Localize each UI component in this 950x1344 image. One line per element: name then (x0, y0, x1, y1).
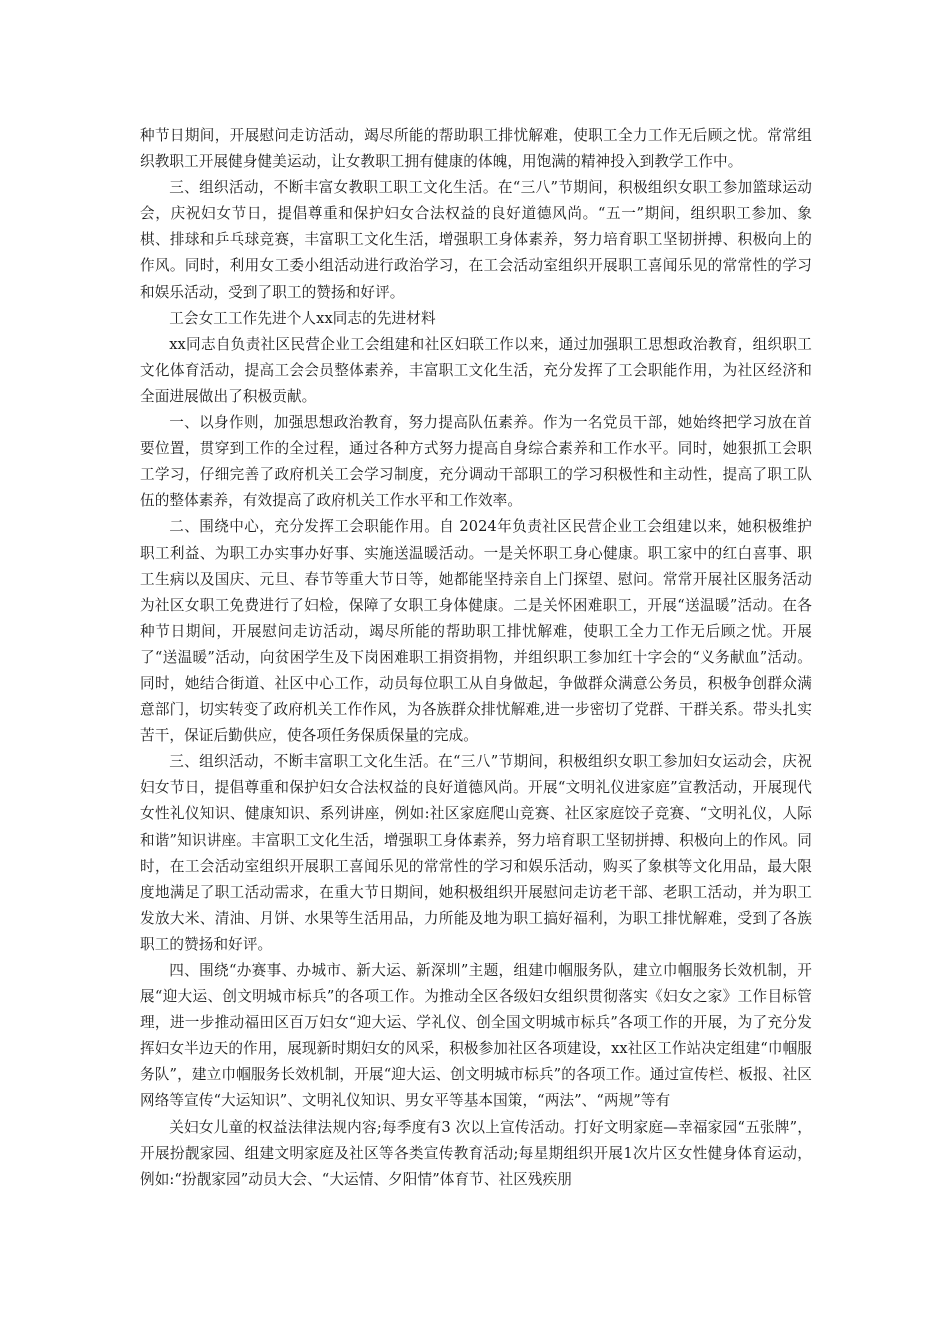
paragraph-section-four-continued: 关妇女儿童的权益法律法规内容;每季度有3 次以上宣传活动。打好文明家庭—幸福家园“五张牌”，开展扮靓家园、组建文明家庭及社区等各类宣传教育活动;每星期组织开展1次片区女性健身体育运动，例如:“扮靓家园”动员大会、“大运情、夕阳情”体育节、社区残疾朋 (140, 1118, 812, 1188)
paragraph-section-two: 二、围绕中心，充分发挥工会职能作用。自 2024年负责社区民营企业工会组建以来，她积极维护职工利益、为职工办实事办好事、实施送温暖活动。一是关怀职工身心健康。职工家中的红白喜事、职工生病以及国庆、元旦、春节等重大节日等，她都能坚持亲自上门探望、慰问。常常开展社区服务活动为社区女职工免费进行了妇检，保障了女职工身体健康。二是关怀困难职工，开展“送温暖”活动。在各种节日期间，开展慰问走访活动，竭尽所能的帮助职工排忧解难，使职工全力工作无后顾之忧。开展了“送温暖”活动，向贫困学生及下岗困难职工捐资捐物，并组织职工参加红十字会的“义务献血”活动。同时，她结合街道、社区中心工作，动员每位职工从自身做起，争做群众满意公务员，积极争创群众满意部门，切实转变了政府机关工作作风，为各族群众排忧解难,进一步密切了党群、干群关系。带头扎实苦干，保证后勤供应，使各项任务保质保量的完成。 (140, 518, 812, 745)
paragraph-section-one: 一、以身作则，加强思想政治教育，努力提高队伍素养。作为一名党员干部，她始终把学习放在首要位置，贯穿到工作的全过程，通过各种方式努力提高自身综合素养和工作水平。同时，她狠抓工会职工学习，仔细完善了政府机关工会学习制度，充分调动干部职工的学习积极性和主动性，提高了职工队伍的整体素养，有效提高了政府机关工作水平和工作效率。 (140, 414, 812, 510)
paragraph-section-four: 四、围绕“办赛事、办城市、新大运、新深圳”主题，组建巾帼服务队，建立巾帼服务长效机制，开展“迎大运、创文明城市标兵”的各项工作。为推动全区各级妇女组织贯彻落实《妇女之家》工作目标管理，进一步推动福田区百万妇女“迎大运、学礼仪、创全国文明城市标兵”各项工作的开展，为了充分发挥妇女半边天的作用，展现新时期妇女的风采，积极参加社区各项建设，xx社区工作站决定组建“巾帼服务队”，建立巾帼服务长效机制，开展“迎大运、创文明城市标兵”的各项工作。通过宣传栏、板报、社区网络等宣传“大运知识”、文明礼仪知识、男女平等基本国策，“两法”、“两规”等有 (140, 962, 812, 1110)
document-title: 工会女工工作先进个人xx同志的先进材料 (169, 309, 436, 327)
paragraph-continuation: 种节日期间，开展慰问走访活动，竭尽所能的帮助职工排忧解难，使职工全力工作无后顾之忧。常常组织教职工开展健身健美运动，让女教职工拥有健康的体魄，用饱满的精神投入到教学工作中。 (140, 127, 812, 171)
paragraph-section-three-teachers: 三、组织活动，不断丰富女教职工职工文化生活。在“三八”节期间，积极组织女职工参加篮球运动会，庆祝妇女节日，提倡尊重和保护妇女合法权益的良好道德风尚。“五一”期间，组织职工参加、象棋、排球和乒乓球竞赛，丰富职工文化生活，增强职工身体素养，努力培育职工坚韧拼搏、积极向上的作风。同时，利用女工委小组活动进行政治学习，在工会活动室组织开展职工喜闻乐见的常常性的学习和娱乐活动，受到了职工的赞扬和好评。 (140, 179, 812, 301)
document-body (140, 123, 812, 1193)
paragraph-intro: xx同志自负责社区民营企业工会组建和社区妇联工作以来，通过加强职工思想政治教育，组织职工文化体育活动，提高工会会员整体素养，丰富职工文化生活，充分发挥了工会职能作用，为社区经济和全面进展做出了积极贡献。 (140, 335, 812, 405)
paragraph-section-three: 三、组织活动，不断丰富职工文化生活。在“三八”节期间，积极组织女职工参加妇女运动会，庆祝妇女节日，提倡尊重和保护妇女合法权益的良好道德风尚。开展“文明礼仪进家庭”宣教活动，开展现代女性礼仪知识、健康知识、系列讲座，例如:社区家庭爬山竞赛、社区家庭饺子竞赛、“文明礼仪，人际和谐”知识讲座。丰富职工文化生活，增强职工身体素养，努力培育职工坚韧拼搏、积极向上的作风。同时，在工会活动室组织开展职工喜闻乐见的常常性的学习和娱乐活动，购买了象棋等文化用品，最大限度地满足了职工活动需求，在重大节日期间，她积极组织开展慰问走访老干部、老职工活动，并为职工发放大米、清油、月饼、水果等生活用品，力所能及地为职工搞好福利，为职工排忧解难，受到了各族职工的赞扬和好评。 (140, 753, 812, 953)
